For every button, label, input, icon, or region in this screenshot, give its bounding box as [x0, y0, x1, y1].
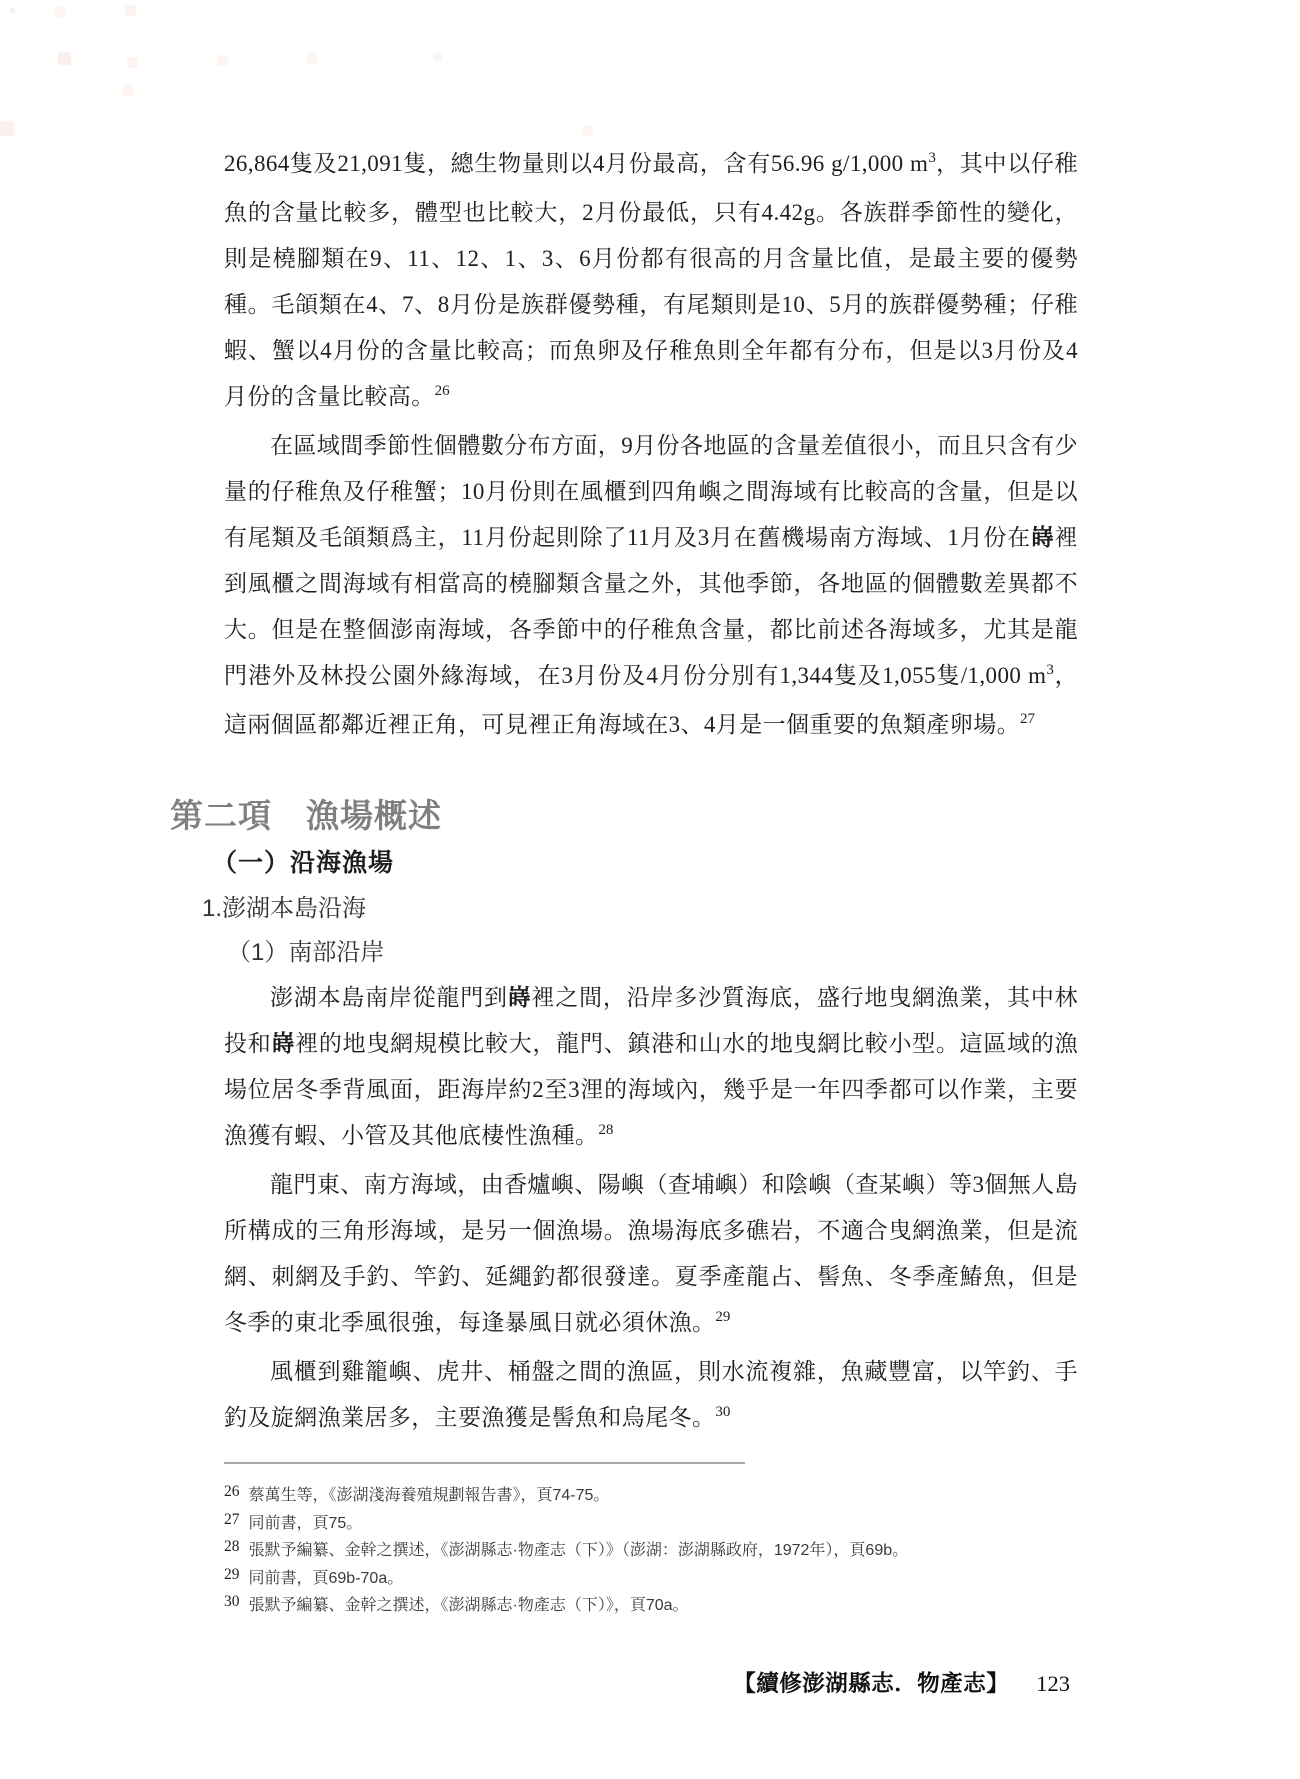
- text-segment: 26,864隻及21,091隻，總生物量則以4月份最高，含有56.96 g/1,000 m: [224, 151, 929, 176]
- scan-artifacts: [10, 8, 15, 13]
- text-segment: 裡的地曳網規模比較大，龍門、鎮港和山水的地曳網比較小型。這區域的漁場位居冬季背風面，距海岸約2至3浬的海域內，幾乎是一年四季都可以作業，主要漁獲有蝦、小管及其他底棲性漁種。: [224, 1031, 1078, 1148]
- paragraph-regional-seasonal: [224, 423, 1078, 751]
- footnote-number: 29: [224, 1565, 240, 1583]
- text-segment: 裡之間，沿岸多沙質海底，盛行地曳網漁業，其中林投和: [224, 985, 1079, 1056]
- superscript-ref: 3: [1046, 662, 1054, 678]
- superscript-ref: 29: [715, 1309, 731, 1325]
- subsection-heading-south-coast: （1）南部沿岸: [227, 939, 385, 966]
- text-segment: 龍門東、南方海域，由香爐嶼、陽嶼（查埔嶼）和陰嶼（查某嶼）等3個無人島所構成的三角形海域，是另一個漁場。漁場海底多礁岩，不適合曳網漁業，但是流網、刺網及手釣、竿釣、延繩釣都很發達。夏季產龍占、髻魚、冬季產鰆魚，但是冬季的東北季風很強，每逢暴風日就必須休漁。: [224, 1172, 1078, 1335]
- text-segment: 嵵: [1030, 525, 1055, 550]
- superscript-ref: 27: [1020, 711, 1035, 727]
- footnote-item: [224, 1565, 1090, 1593]
- footnote-number: 30: [224, 1593, 240, 1610]
- footer-book-title: 【續修澎湖縣志．物產志】: [733, 1671, 1010, 1696]
- superscript-ref: 30: [715, 1404, 731, 1420]
- footnote-separator: [224, 1462, 745, 1464]
- paragraph-longmen-sea: [224, 1162, 1078, 1349]
- superscript-ref: 3: [928, 150, 936, 166]
- footnote-item: [224, 1482, 1090, 1510]
- footnotes-block: [0, 1482, 1300, 1620]
- footnote-number: 26: [224, 1483, 240, 1500]
- page-footer: [0, 1666, 1070, 1698]
- subsection-heading-main-island: 1.澎湖本島沿海: [202, 895, 367, 922]
- footnote-number: 27: [224, 1510, 240, 1528]
- document-body: [0, 141, 1300, 1444]
- footnote-number: 28: [224, 1538, 240, 1555]
- subsection-heading-coastal: （一）沿海漁場: [212, 850, 395, 877]
- superscript-ref: 28: [598, 1122, 614, 1138]
- footnote-item: [224, 1537, 1090, 1565]
- footer-page-number: 123: [1036, 1671, 1070, 1696]
- text-segment: 風櫃到雞籠嶼、虎井、桶盤之間的漁區，則水流複雜，魚藏豐富，以竿釣、手釣及旋網漁業居多，主要漁獲是髻魚和烏尾冬。: [224, 1359, 1078, 1430]
- footnote-item: [224, 1592, 1090, 1620]
- footnote-item: [224, 1510, 1090, 1538]
- superscript-ref: 26: [434, 383, 450, 399]
- footnote-text: 同前書，頁69b-70a。: [248, 1569, 404, 1587]
- text-segment: 嵵: [507, 985, 532, 1010]
- section-heading: 第二項 漁場概述: [170, 797, 442, 834]
- text-segment: 澎湖本島南岸從龍門到: [270, 985, 508, 1010]
- text-segment: 在區域間季節性個體數分布方面，9月份各地區的含量差值很小，而且只含有少量的仔稚魚及仔稚蟹；10月份則在風櫃到四角嶼之間海域有比較高的含量，但是以有尾類及毛頜類爲主，11月份起則除了11月及3月在舊機場南方海域、1月份在: [224, 433, 1078, 550]
- footnote-text: 張默予編纂、金幹之撰述，《澎湖縣志·物產志（下）》，頁70a。: [248, 1597, 689, 1614]
- text-segment: 裡到風櫃之間海域有相當高的橈腳類含量之外，其他季節，各地區的個體數差異都不大。但是在整個澎南海域，各季節中的仔稚魚含量，都比前述各海域多，尤其是龍門港外及林投公園外緣海域，在3月份及4月份分別有1,344隻及1,055隻/1,000 m: [224, 525, 1079, 688]
- paragraph-biomass: [224, 141, 1078, 423]
- footnote-text: 張默予編纂、金幹之撰述，《澎湖縣志·物產志（下）》（澎湖：澎湖縣政府，1972年），頁69b。: [248, 1542, 909, 1559]
- page-content: [0, 141, 1300, 1620]
- text-segment: ，這兩個區都鄰近裡正角，可見裡正角海域在3、4月是一個重要的魚類產卵場。: [224, 663, 1078, 737]
- footnote-text: 蔡萬生等，《澎湖淺海養殖規劃報告書》，頁74-75。: [248, 1487, 610, 1504]
- text-segment: 嵵: [271, 1031, 296, 1056]
- paragraph-fengkuei-area: [224, 1349, 1078, 1444]
- paragraph-south-coast: [224, 975, 1078, 1162]
- text-segment: ，其中以仔稚魚的含量比較多，體型也比較大，2月份最低，只有4.42g。各族群季節性的變化，則是橈腳類在9、11、12、1、3、6月份都有很高的月含量比值，是最主要的優勢種。毛頜類在4、7、8月份是族群優勢種，有尾類則是10、5月的族群優勢種；仔稚蝦、蟹以4月份的含量比較高；而魚卵及仔稚魚則全年都有分布，但是以3月份及4月份的含量比較高。: [224, 151, 1078, 409]
- footnote-text: 同前書，頁75。: [248, 1514, 363, 1532]
